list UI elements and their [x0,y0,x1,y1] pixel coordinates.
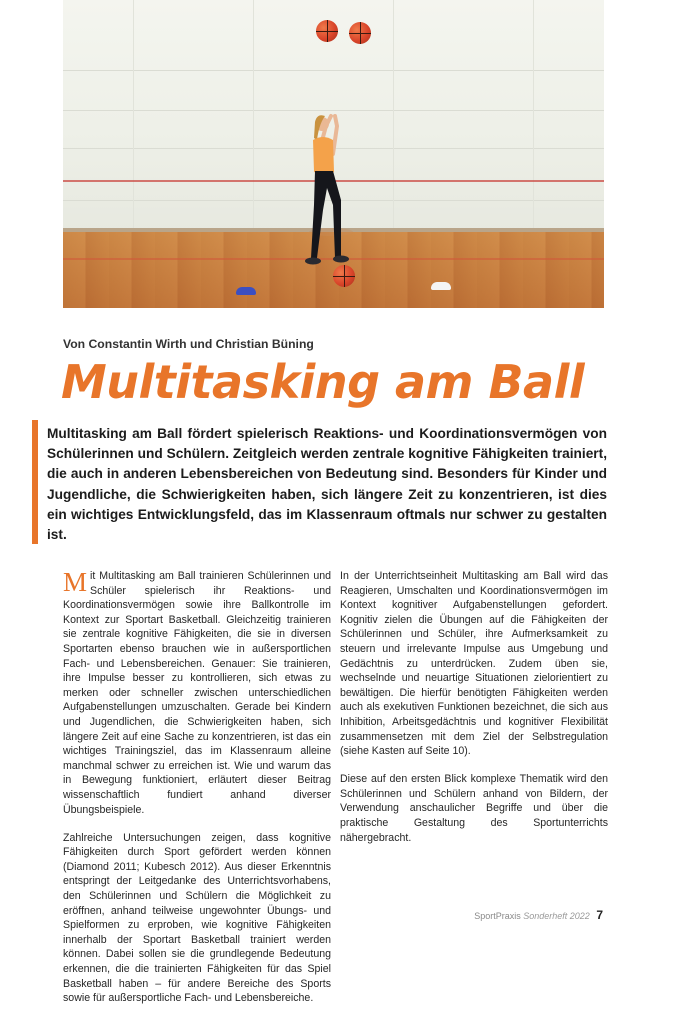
marker-cone-white [431,282,451,290]
issue-label: Sonderheft 2022 [523,911,590,921]
body-paragraph-1-text: it Multitasking am Ball trainieren Schülerinnen und Schüler spielerisch ihr Reaktions- und Koordinationsvermögen sowie ihre Ballkontrolle im Kontext zur Sportart Basketball. Gleichzeitig trainieren sie zentrale kognitive Fähigkeiten, die sie in diversen Sportarten ebenso brauchen wie in außersportlichen Fach- und Lebensbereichen. Genauer: Sie trainieren, ihre Impulse besser zu kontrollieren, sich etwas zu merken oder schneller zwischen unterschiedlichen Aufgabenstellungen umzuschalten. Gerade bei Kindern und Jugendlichen, die Schwierigkeiten haben, sich längere Zeit auf eine Sache zu konzentrieren, ist das ein wichtiges Trainingsziel, das im Klassenraum alleine manchmal schwer zu erreichen ist. Wie und warum das in Bewegung funktioniert, erläutert dieser Beitrag wissenschaftlich fundiert anhand diverser Übungsbeispiele. [63,570,331,816]
body-column-right [340,569,608,859]
body-paragraph-3: In der Unterrichtseinheit Multitasking am Ball wird das Reagieren, Umschalten und Koordinationsvermögen im Kontext kognitiver Aufgabenstellungen gefordert. Kognitiv zielen die Übungen auf die Fähigkeiten der Schülerinnen und Schüler, ihre Aufmerksamkeit zu steuern und irrelevante Impulse aus Umgebung und Gedächtnis zu unterdrücken. Zudem üben sie, wechselnde und neuartige Situationen zielorientiert zu bewältigen. Die hierfür benötigten Fähigkeiten werden auch als exekutiven Funktionen bezeichnet, die sich aus Inhibition, Arbeitsgedächtnis und kognitiver Flexibilität zusammensetzen mit dem Ziel der Selbstregulation (siehe Kasten auf Seite 10). [340,570,608,758]
girl-figure [289,110,369,275]
magazine-name: SportPraxis [474,911,521,921]
lead-paragraph: Multitasking am Ball fördert spielerisch Reaktions- und Koordinationsvermögen von Schülerinnen und Schülern. Zeitgleich werden zentrale kognitive Fähigkeiten trainiert, die auch in anderen Lebensbereichen von Bedeutung sind. Besonders für Kinder und Jugendliche, die Schwierigkeiten haben, sich längere Zeit zu konzentrieren, ist dies ein wichtiges Entwicklungsfeld, das im Klassenraum oftmals nur schwer zu gestalten ist. [47,426,607,543]
body-column-left [63,569,331,1019]
lead-accent-bar [32,420,38,544]
page-footer [474,908,603,922]
byline: Von Constantin Wirth und Christian Büning [63,337,314,351]
article-title: Multitasking am Ball [61,355,585,409]
marker-cone-blue [236,287,256,295]
drop-cap: M [63,567,88,597]
basketball-airborne-right [349,22,371,44]
body-paragraph-1 [63,569,331,817]
hero-photo [63,0,604,308]
body-paragraph-2: Zahlreiche Untersuchungen zeigen, dass kognitive Fähigkeiten durch Sport gefördert werden können (Diamond 2011; Kubesch 2012). Aus dieser Erkenntnis entspringt der Leitgedanke des Unterrichtsvorhabens, den Schülerinnen und Schülern die Möglichkeit zu eröffnen, anhand teilweise ungewohnter Übungs- und Spielformen zu erproben, wie kognitive Fähigkeiten innerhalb der Sportart Basketball trainiert werden können. Dabei sollen sie die grundlegende Bedeutung erkennen, die die trainierten Fähigkeiten für das Spiel Basketball haben – für andere Bereiche des Sports sowie für außersportliche Fach- und Lebensbereiche. [63,831,331,1005]
page-number: 7 [596,908,603,922]
basketball-airborne-left [316,20,338,42]
body-paragraph-4: Diese auf den ersten Blick komplexe Thematik wird den Schülerinnen und Schülern anhand von Bildern, der Verwendung anschaulicher Begriffe und über die praktische Gestaltung des Sportunterrichts nähergebracht. [340,773,608,844]
